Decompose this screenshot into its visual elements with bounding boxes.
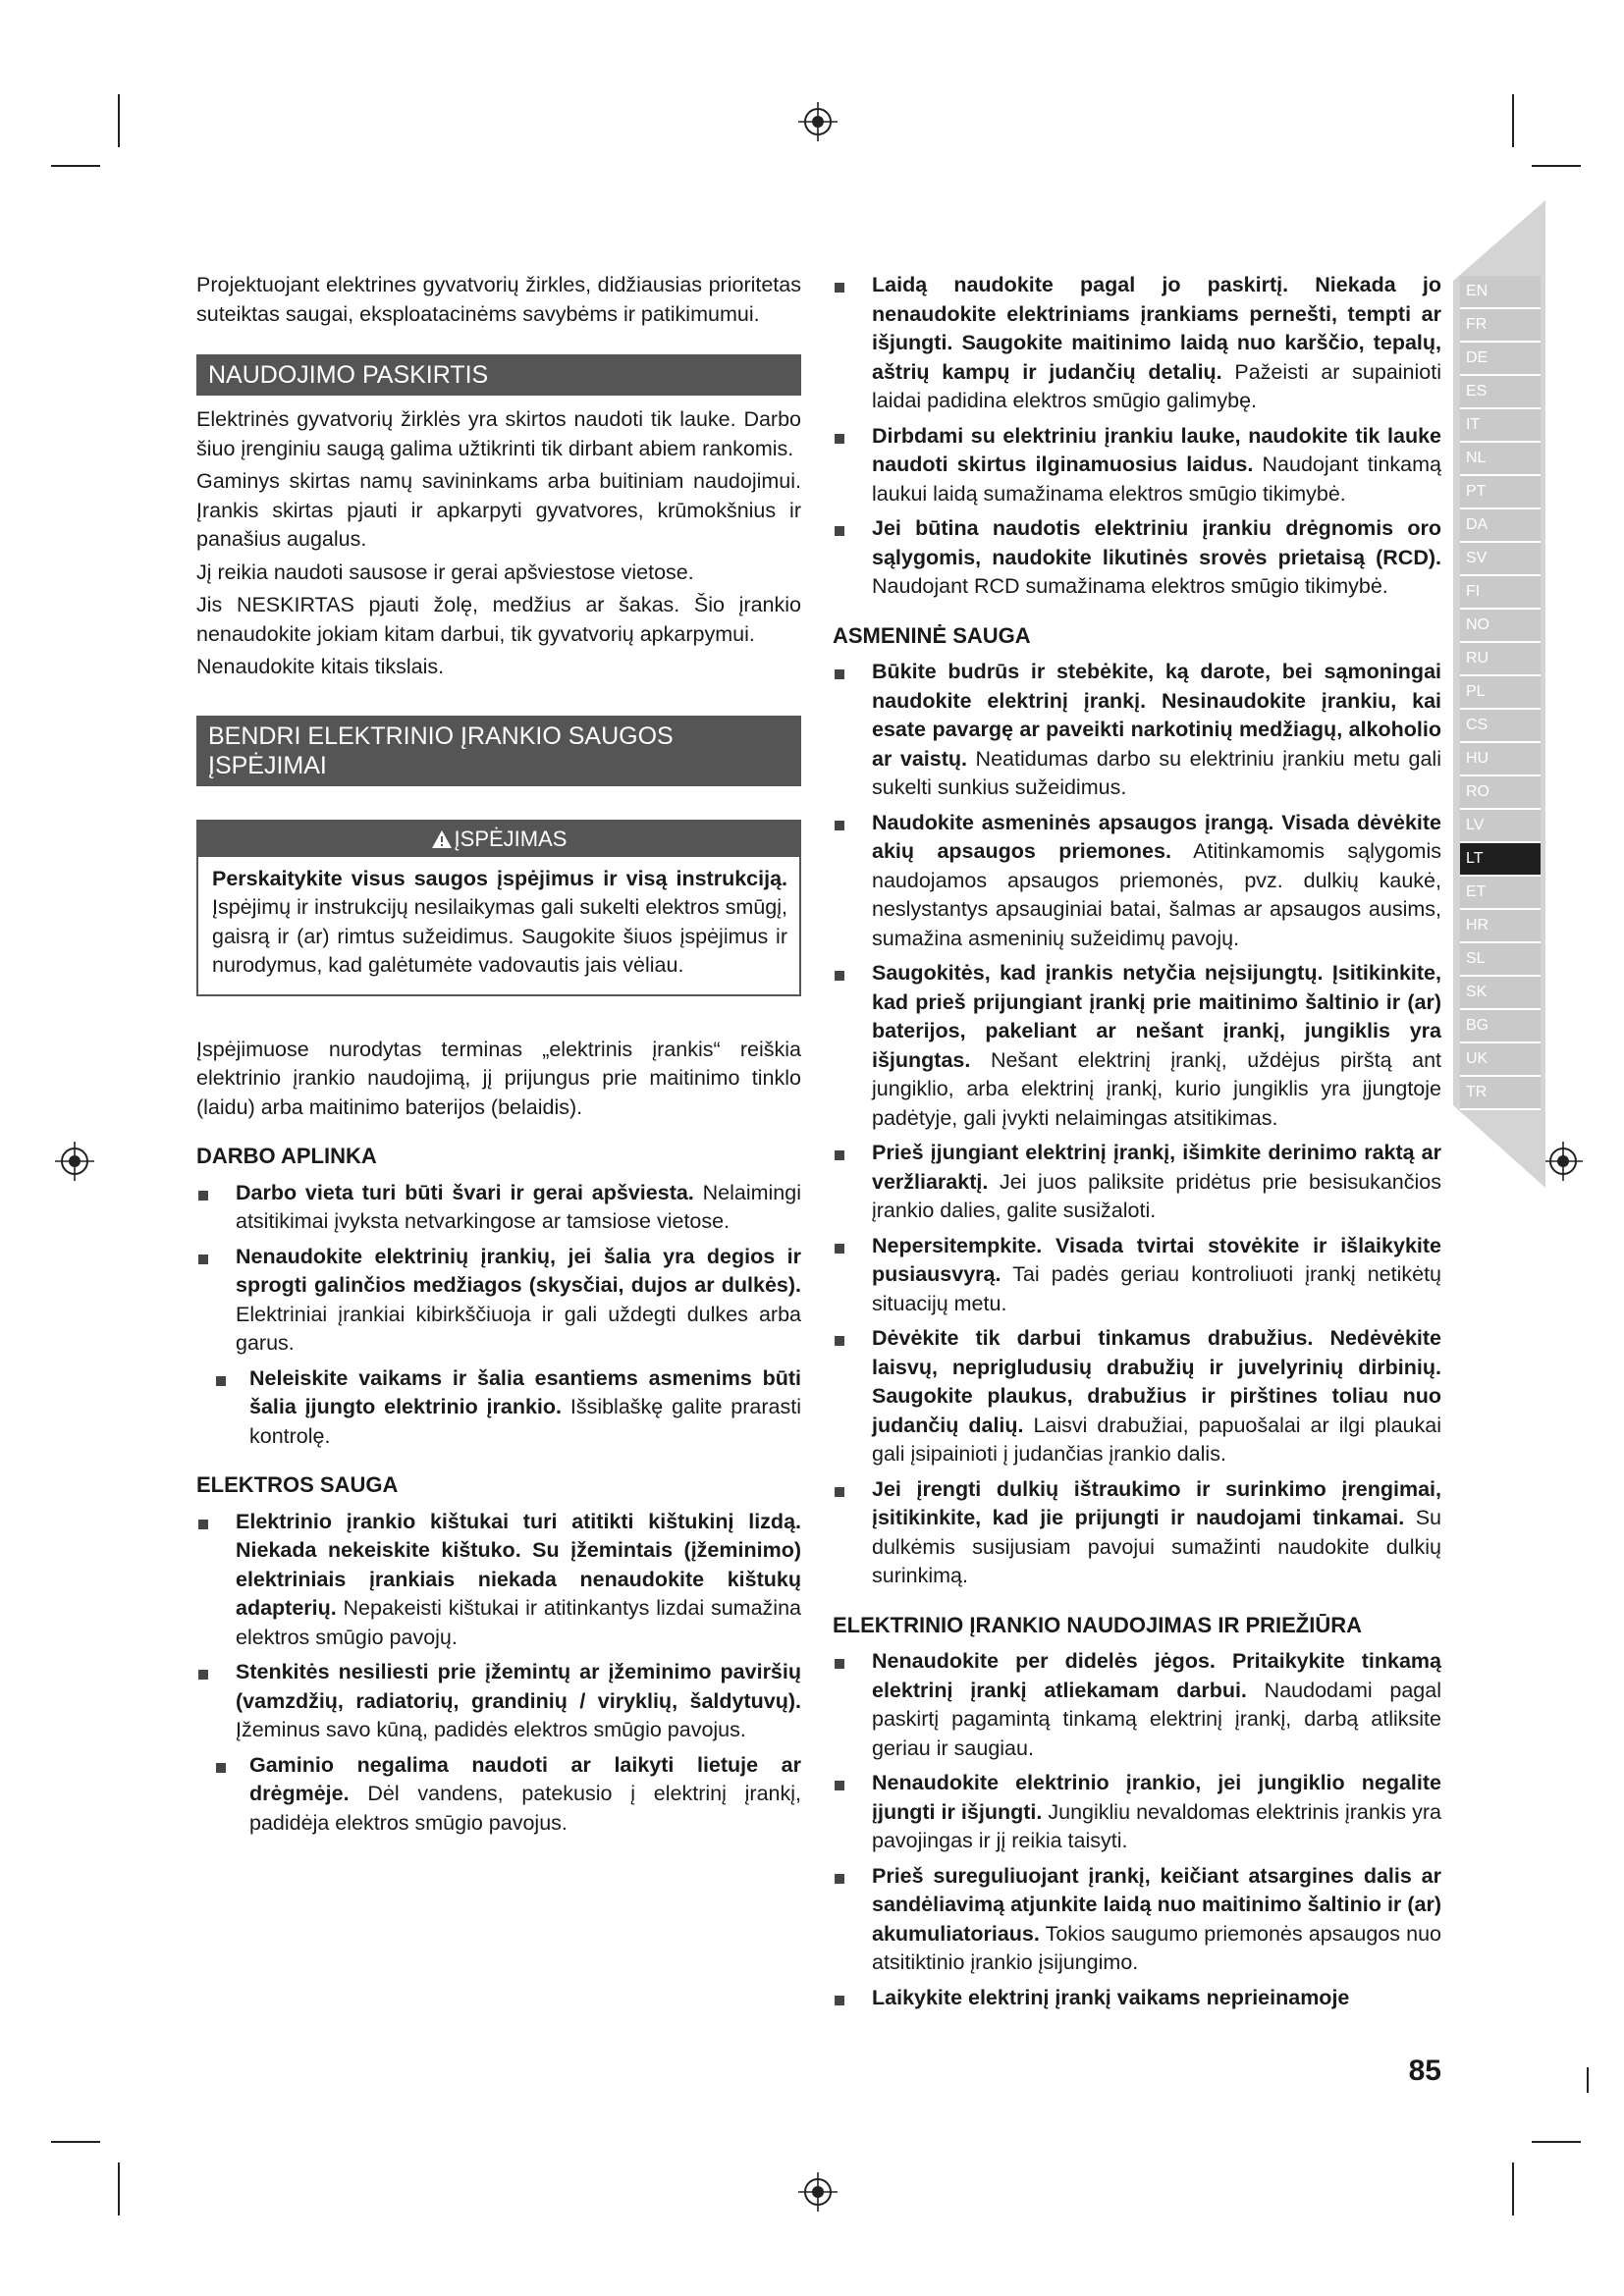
language-tab-it[interactable]: IT xyxy=(1460,409,1541,443)
section-title-usage: NAUDOJIMO PASKIRTIS xyxy=(196,354,801,396)
list-item: Jei įrengti dulkių ištraukimo ir surinkimo įrengimai, įsitikinkite, kad jie prijungti ir naudojami tinkamai. Su dulkėmis susijusiam pavojui sumažinti naudokite dulkių surinkimą. xyxy=(833,1475,1441,1591)
list-item: Nepersitempkite. Visada tvirtai stovėkite ir išlaikykite pusiausvyrą. Tai padės geriau kontroliuoti įrankį netikėtų situacijų metu. xyxy=(833,1232,1441,1319)
registration-mark-icon xyxy=(798,102,838,141)
list-item: Prieš įjungiant elektrinį įrankį, išimkite derinimo raktą ar veržliaraktį. Jei juos paliksite pridėtus prie besisukančios įrankio dalies, galite susižaloti. xyxy=(833,1139,1441,1226)
language-tabs xyxy=(1460,276,1541,1110)
list-item: Stenkitės nesiliesti prie įžemintų ar įžeminimo paviršių (vamzdžių, radiatorių, grandinių / viryklių, šaldytuvų). Įžeminus savo kūną, padidės elektros smūgio pavojus. xyxy=(196,1658,801,1745)
crop-mark xyxy=(1587,2067,1589,2093)
language-tab-pt[interactable]: PT xyxy=(1460,476,1541,509)
language-tab-tr[interactable]: TR xyxy=(1460,1077,1541,1110)
list-item: Nenaudokite elektrinių įrankių, jei šalia yra degios ir sprogti galinčios medžiagos (skysčiai, dujos ar dulkės). Elektriniai įrankiai kibirkščiuoja ir gali uždegti dulkes arba garus. xyxy=(196,1243,801,1359)
warning-heading: ĮSPĖJIMAS xyxy=(454,826,568,851)
paragraph: Gaminys skirtas namų savininkams arba buitiniam naudojimui. Įrankis skirtas pjauti ir apkarpyti gyvatvores, krūmokšnius ir panašius augalus. xyxy=(196,469,801,551)
section-title-general-safety: BENDRI ELEKTRINIO ĮRANKIO SAUGOS ĮSPĖJIMAI xyxy=(196,716,801,786)
warning-triangle-icon xyxy=(431,829,453,849)
intro-paragraph: Projektuojant elektrines gyvatvorių žirkles, didžiausias prioritetas suteiktas saugai, eksploatacinėms savybėms ir patikimumui. xyxy=(196,273,801,326)
language-tab-sl[interactable]: SL xyxy=(1460,943,1541,977)
language-tab-pl[interactable]: PL xyxy=(1460,676,1541,710)
list-item: Gaminio negalima naudoti ar laikyti lietuje ar drėgmėje. Dėl vandens, patekusio į elektrinį įrankį, padidėja elektros smūgio pavojus. xyxy=(216,1751,801,1839)
language-tab-ro[interactable]: RO xyxy=(1460,776,1541,810)
registration-mark-icon xyxy=(55,1142,94,1181)
language-tab-fi[interactable]: FI xyxy=(1460,576,1541,610)
language-tab-ru[interactable]: RU xyxy=(1460,643,1541,676)
language-tab-es[interactable]: ES xyxy=(1460,376,1541,409)
warning-header xyxy=(198,822,799,857)
work-area-list xyxy=(196,1179,801,1452)
language-tab-sk[interactable]: SK xyxy=(1460,977,1541,1010)
language-tab-uk[interactable]: UK xyxy=(1460,1043,1541,1077)
crop-mark xyxy=(51,2141,100,2143)
language-tab-cs[interactable]: CS xyxy=(1460,710,1541,743)
right-column xyxy=(833,271,1441,2018)
language-tab-fr[interactable]: FR xyxy=(1460,309,1541,343)
list-item: Laikykite elektrinį įrankį vaikams neprieinamoje xyxy=(833,1984,1441,2013)
crop-mark xyxy=(1532,165,1581,167)
list-item: Neleiskite vaikams ir šalia esantiems asmenims būti šalia įjungto elektrinio įrankio. Išsiblaškę galite prarasti kontrolę. xyxy=(216,1364,801,1452)
list-item: Saugokitės, kad įrankis netyčia neįsijungtų. Įsitikinkite, kad prieš prijungiant įrankį prie maitinimo šaltinio ir (ar) baterijos, pakeliant ar nešant įrankį, jungiklis yra išjungtas. Nešant elektrinį įrankį, uždėjus pirštą ant jungiklio, arba elektrinį įrankį, kurio jungiklis yra įjungtoje padėtyje, gali įvykti nelaimingas atsitikimas. xyxy=(833,959,1441,1133)
language-tab-de[interactable]: DE xyxy=(1460,343,1541,376)
paragraph: Elektrinės gyvatvorių žirklės yra skirtos naudoti tik lauke. Darbo šiuo įrenginiu saugą galima užtikrinti tik dirbant abiem rankomis. xyxy=(196,407,801,460)
crop-mark xyxy=(118,2163,120,2216)
language-tab-nl[interactable]: NL xyxy=(1460,443,1541,476)
warning-box xyxy=(196,820,801,996)
language-tab-sv[interactable]: SV xyxy=(1460,543,1541,576)
list-item: Nenaudokite elektrinio įrankio, jei jungiklio negalite įjungti ir išjungti. Jungikliu nevaldomas elektrinis įrankis yra pavojingas ir jį reikia taisyti. xyxy=(833,1769,1441,1856)
warning-text: Įspėjimų ir instrukcijų nesilaikymas gali sukelti elektros smūgį, gaisrą ir (ar) rimtus sužeidimus. Saugokite šiuos įspėjimus ir nurodymus, kad galėtumėte vadovautis jais vėliau. xyxy=(212,895,787,977)
list-item: Naudokite asmeninės apsaugos įrangą. Visada dėvėkite akių apsaugos priemones. Atitinkamomis sąlygomis naudojamos apsaugos priemonės, pvz. dulkių kaukė, neslystantys apsauginiai batai, šalmas ar apsaugos ausims, sumažina asmeninių sužeidimų pavojų. xyxy=(833,809,1441,954)
list-item: Nenaudokite per didelės jėgos. Pritaikykite tinkamą elektrinį įrankį atliekamam darbui. Naudodami pagal paskirtį pagamintą tinkamą elektrinį įrankį, darbą atliksite geriau ir saugiau. xyxy=(833,1647,1441,1763)
language-tab-da[interactable]: DA xyxy=(1460,509,1541,543)
term-note: Įspėjimuose nurodytas terminas „elektrinis įrankis“ reiškia elektrinio įrankio naudojimą, jį prijungus prie maitinimo tinklo (laidu) arba maitinimo baterijos (belaidis). xyxy=(196,1037,801,1119)
warning-bold-text: Perskaitykite visus saugos įspėjimus ir visą instrukciją. xyxy=(212,866,787,890)
paragraph: Jis NESKIRTAS pjauti žolę, medžius ar šakas. Šio įrankio nenaudokite jokiam kitam darbui, tik gyvatvorių apkarpymui. xyxy=(196,593,801,646)
list-item: Darbo vieta turi būti švari ir gerai apšviesta. Nelaimingi atsitikimai įvyksta netvarkingose ar tamsiose vietose. xyxy=(196,1179,801,1237)
list-item: Elektrinio įrankio kištukai turi atitikti kištukinį lizdą. Niekada nekeiskite kištuko. Su įžemintais (įžeminimo) elektriniais įrankiais niekada nenaudokite kištukų adapterių. Nepakeisti kištukai ir atitinkantys lizdai sumažina elektros smūgio pavojų. xyxy=(196,1508,801,1653)
language-tab-hu[interactable]: HU xyxy=(1460,743,1541,776)
electric-safety-list-right xyxy=(833,271,1441,602)
personal-safety-list xyxy=(833,658,1441,1591)
crop-mark xyxy=(1532,2141,1581,2143)
electric-safety-list-left xyxy=(196,1508,801,1839)
language-tab-bg[interactable]: BG xyxy=(1460,1010,1541,1043)
language-tab-en[interactable]: EN xyxy=(1460,276,1541,309)
crop-mark xyxy=(51,165,100,167)
list-item: Prieš sureguliuojant įrankį, keičiant atsargines dalis ar sandėliavimą atjunkite laidą nuo maitinimo šaltinio ir (ar) akumuliatoriaus. Tokios saugumo priemonės apsaugos nuo atsitiktinio įrankio įsijungimo. xyxy=(833,1862,1441,1978)
paragraph: Jį reikia naudoti sausose ir gerai apšviestose vietose. xyxy=(196,560,694,584)
registration-mark-icon xyxy=(798,2172,838,2212)
language-tab-et[interactable]: ET xyxy=(1460,877,1541,910)
list-item: Laidą naudokite pagal jo paskirtį. Niekada jo nenaudokite elektriniams įrankiams pernešti, tempti ar išjungti. Saugokite maitinimo laidą nuo karščio, tepalų, aštrių kampų ir judančių detalių. Pažeisti ar supainioti laidai padidina elektros smūgio galimybę. xyxy=(833,271,1441,416)
subsection-title-electric-safety: ELEKTROS SAUGA xyxy=(196,1472,399,1497)
warning-body xyxy=(198,857,799,994)
crop-mark xyxy=(1512,2163,1514,2216)
list-item: Jei būtina naudotis elektriniu įrankiu drėgnomis oro sąlygomis, naudokite likutinės srovės prietaisą (RCD). Naudojant RCD sumažinama elektros smūgio tikimybė. xyxy=(833,514,1441,602)
paragraph: Nenaudokite kitais tikslais. xyxy=(196,655,445,678)
left-column xyxy=(196,271,801,1843)
language-tab-lv[interactable]: LV xyxy=(1460,810,1541,843)
subsection-title-work-area: DARBO APLINKA xyxy=(196,1144,377,1168)
tool-use-list xyxy=(833,1647,1441,2012)
language-tab-no[interactable]: NO xyxy=(1460,610,1541,643)
list-item: Dėvėkite tik darbui tinkamus drabužius. Nedėvėkite laisvų, neprigludusių drabužių ir juvelyrinių dirbinių. Saugokite plaukus, drabužius ir pirštines toliau nuo judančių dalių. Laisvi drabužiai, papuošalai ar ilgi plaukai gali įsipainioti į judančias įrankio dalis. xyxy=(833,1324,1441,1469)
crop-mark xyxy=(1512,94,1514,147)
language-tab-lt[interactable]: LT xyxy=(1460,843,1541,877)
subsection-title-personal-safety: ASMENINĖ SAUGA xyxy=(833,622,1031,648)
page-number: 85 xyxy=(1408,2055,1441,2087)
subsection-title-tool-use: ELEKTRINIO ĮRANKIO NAUDOJIMAS IR PRIEŽIŪRA xyxy=(833,1612,1363,1637)
language-tab-hr[interactable]: HR xyxy=(1460,910,1541,943)
list-item: Dirbdami su elektriniu įrankiu lauke, naudokite tik lauke naudoti skirtus ilginamuosius laidus. Naudojant tinkamą laukui laidą sumažinama elektros smūgio tikimybė. xyxy=(833,422,1441,509)
registration-mark-icon xyxy=(1543,1142,1583,1181)
list-item: Būkite budrūs ir stebėkite, ką darote, bei sąmoningai naudokite elektrinį įrankį. Nesinaudokite įrankiu, kai esate pavargę ar paveikti narkotinių medžiagų, alkoholio ar vaistų. Neatidumas darbo su elektriniu įrankiu metu gali sukelti sunkius sužeidimus. xyxy=(833,658,1441,803)
crop-mark xyxy=(118,94,120,147)
